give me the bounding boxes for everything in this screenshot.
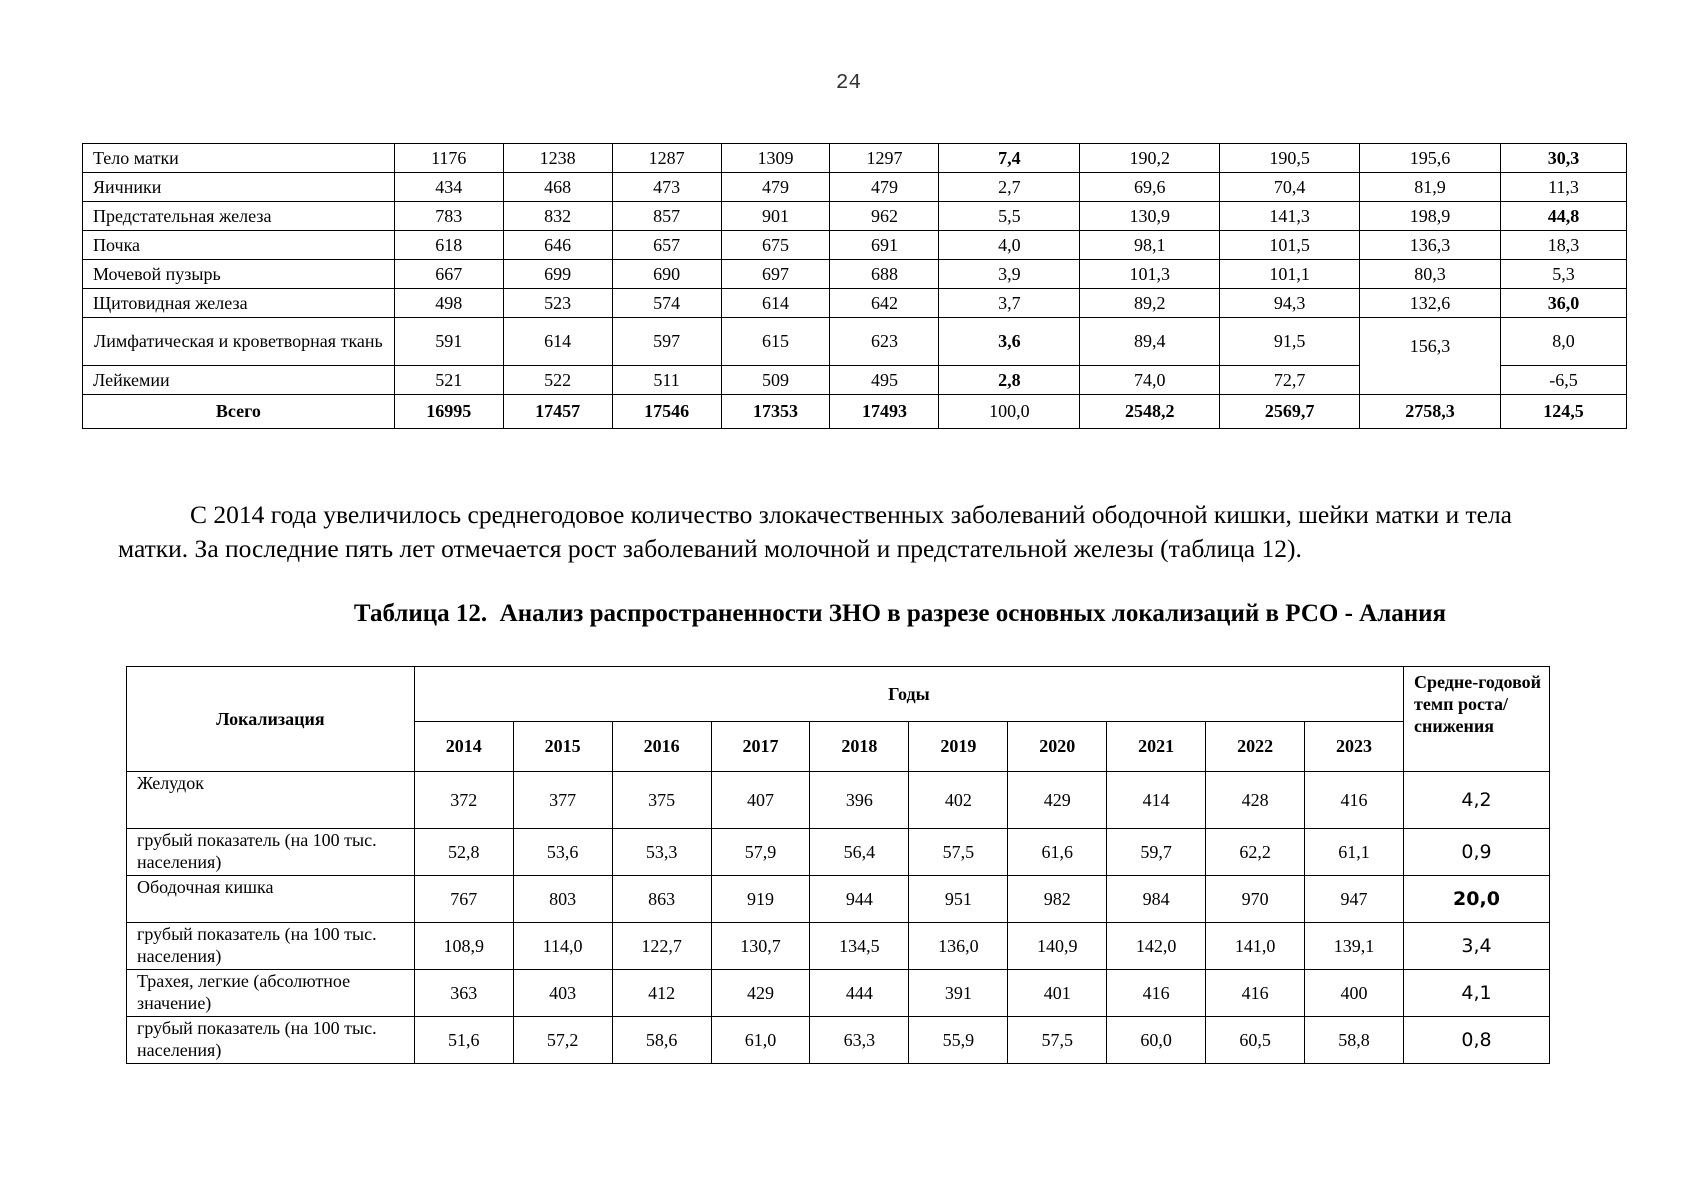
table-cell: 667 [394,260,503,289]
table-cell: 402 [909,772,1008,829]
table-cell: 614 [503,318,612,366]
table-cell: 618 [394,231,503,260]
row-label: Желудок [127,772,415,829]
table-cell: 521 [394,366,503,395]
table-cell: 377 [513,772,612,829]
table-cell: 468 [503,173,612,202]
table-cell: 61,1 [1305,829,1404,876]
share-cell: 3,9 [939,260,1080,289]
table-cell: 623 [830,318,939,366]
table-cell: 416 [1107,970,1206,1017]
table-cell: 141,0 [1206,923,1305,970]
table-row [127,829,1550,876]
body-paragraph: С 2014 года увеличилось среднегодовое количество злокачественных заболеваний ободочной кишки, шейки матки и тела матки. За последние пять лет отмечается рост заболеваний молочной и предстательной железы (таблица 12). [118,500,1513,563]
table-cell: 444 [810,970,909,1017]
table-cell: 52,8 [414,829,513,876]
growth-rate-cell: 0,8 [1403,1017,1549,1064]
rate-cell: 2548,2 [1080,395,1220,429]
table-cell: 863 [612,876,711,923]
table-cell: 61,6 [1008,829,1107,876]
rate-cell: 80,3 [1360,260,1501,289]
table-cell: 614 [721,289,830,318]
rate-cell: 89,2 [1080,289,1220,318]
table-cell: 523 [503,289,612,318]
row-label: Почка [83,231,395,260]
rate-cell: 81,9 [1360,173,1501,202]
rate-cell: 94,3 [1220,289,1360,318]
table-cell: 134,5 [810,923,909,970]
table-cell: 962 [830,202,939,231]
table-row [83,144,1627,173]
table-cell: 400 [1305,970,1404,1017]
table-cell: 57,2 [513,1017,612,1064]
year-header: 2014 [414,722,513,772]
table-cell: 139,1 [1305,923,1404,970]
table-cell: 688 [830,260,939,289]
growth-cell: 18,3 [1500,231,1626,260]
growth-cell: 8,0 [1500,318,1626,366]
table-cell: 416 [1206,970,1305,1017]
rate-cell: 74,0 [1080,366,1220,395]
header-localization: Локализация [127,667,415,772]
table-cell: 1238 [503,144,612,173]
row-label: грубый показатель (на 100 тыс. населения) [127,923,415,970]
table-cell: 375 [612,772,711,829]
row-label: грубый показатель (на 100 тыс. населения) [127,1017,415,1064]
table-cell: 16995 [394,395,503,429]
table-cell: 982 [1008,876,1107,923]
table-cell: 434 [394,173,503,202]
growth-rate-cell: 20,0 [1403,876,1549,923]
table-cell: 509 [721,366,830,395]
table-cell: 495 [830,366,939,395]
share-cell: 5,5 [939,202,1080,231]
share-cell: 100,0 [939,395,1080,429]
table-cell: 479 [721,173,830,202]
rate-cell: 101,3 [1080,260,1220,289]
growth-rate-cell: 4,2 [1403,772,1549,829]
table-cell: 690 [612,260,721,289]
table-cell: 60,0 [1107,1017,1206,1064]
table-cell: 522 [503,366,612,395]
total-row [83,395,1627,429]
row-label: Щитовидная железа [83,289,395,318]
table-cell: 391 [909,970,1008,1017]
table-cell: 372 [414,772,513,829]
table-row [83,231,1627,260]
row-label: Ободочная кишка [127,876,415,923]
row-label: грубый показатель (на 100 тыс. населения) [127,829,415,876]
table-cell: 970 [1206,876,1305,923]
growth-rate-cell: 4,1 [1403,970,1549,1017]
table-cell: 63,3 [810,1017,909,1064]
table-cell: 51,6 [414,1017,513,1064]
row-label: Мочевой пузырь [83,260,395,289]
table-row [127,876,1550,923]
table-cell: 597 [612,318,721,366]
year-header: 2022 [1206,722,1305,772]
year-header: 2020 [1008,722,1107,772]
table-row [83,202,1627,231]
row-label: Лимфатическая и кроветворная ткань [83,318,395,366]
table-cell: 130,7 [711,923,810,970]
year-header: 2017 [711,722,810,772]
growth-cell: 5,3 [1500,260,1626,289]
table-cell: 511 [612,366,721,395]
rate-cell: 101,5 [1220,231,1360,260]
share-cell: 3,6 [939,318,1080,366]
table-cell: 62,2 [1206,829,1305,876]
table-cell: 832 [503,202,612,231]
table-cell: 1309 [721,144,830,173]
share-cell: 4,0 [939,231,1080,260]
table-cell: 108,9 [414,923,513,970]
rate-cell: 132,6 [1360,289,1501,318]
rate-cell: 141,3 [1220,202,1360,231]
row-label: Тело матки [83,144,395,173]
share-cell: 2,8 [939,366,1080,395]
rate-cell: 190,2 [1080,144,1220,173]
share-cell: 2,7 [939,173,1080,202]
table-cell: 403 [513,970,612,1017]
table-cell: 114,0 [513,923,612,970]
table-cell: 60,5 [1206,1017,1305,1064]
table-cell: 17493 [830,395,939,429]
table-cell: 58,8 [1305,1017,1404,1064]
table-cell: 416 [1305,772,1404,829]
header-growth-rate: Средне-годовой темп роста/ снижения [1403,667,1549,772]
rate-cell: 190,5 [1220,144,1360,173]
table-cell: 1297 [830,144,939,173]
year-header: 2023 [1305,722,1404,772]
table-cell: 919 [711,876,810,923]
table-cell: 142,0 [1107,923,1206,970]
table-cell: 642 [830,289,939,318]
table-cell: 55,9 [909,1017,1008,1064]
share-cell: 3,7 [939,289,1080,318]
table-cell: 803 [513,876,612,923]
table-cell: 473 [612,173,721,202]
table-row [127,1017,1550,1064]
growth-rate-cell: 3,4 [1403,923,1549,970]
year-header: 2021 [1107,722,1206,772]
rate-cell: 69,6 [1080,173,1220,202]
table-cell: 646 [503,231,612,260]
table-caption-text: Таблица 12. Анализ распространенности ЗНО в разрезе основных локализаций в РСО - Алания [353,600,1447,627]
rate-cell: 89,4 [1080,318,1220,366]
table-cell: 984 [1107,876,1206,923]
table-cell: 429 [711,970,810,1017]
table-cell: 615 [721,318,830,366]
table-cell: 17546 [612,395,721,429]
table-cell: 140,9 [1008,923,1107,970]
table-cell: 414 [1107,772,1206,829]
year-header: 2015 [513,722,612,772]
table-cell: 498 [394,289,503,318]
row-label: Яичники [83,173,395,202]
row-label: Трахея, легкие (абсолютное значение) [127,970,415,1017]
table-cell: 57,5 [909,829,1008,876]
rate-cell: 101,1 [1220,260,1360,289]
growth-cell: -6,5 [1500,366,1626,395]
rate-cell: 98,1 [1080,231,1220,260]
row-label-total: Всего [83,395,395,429]
year-header: 2019 [909,722,1008,772]
rate-cell: 2758,3 [1360,395,1501,429]
table-cell: 401 [1008,970,1107,1017]
growth-cell: 30,3 [1500,144,1626,173]
table-cell: 61,0 [711,1017,810,1064]
table-cell: 17353 [721,395,830,429]
table-row [83,173,1627,202]
row-label: Предстательная железа [83,202,395,231]
table-cell: 396 [810,772,909,829]
row-label: Лейкемии [83,366,395,395]
table-continuation [82,143,1627,429]
rate-cell: 198,9 [1360,202,1501,231]
table-cell: 857 [612,202,721,231]
table-cell: 901 [721,202,830,231]
share-cell: 7,4 [939,144,1080,173]
table-cell: 951 [909,876,1008,923]
growth-cell: 44,8 [1500,202,1626,231]
table-row [127,970,1550,1017]
table-cell: 57,9 [711,829,810,876]
table-cell: 691 [830,231,939,260]
table-cell: 407 [711,772,810,829]
table-cell: 591 [394,318,503,366]
table-row [127,772,1550,829]
table-cell: 699 [503,260,612,289]
page-number: 24 [835,72,862,95]
table-row [83,289,1627,318]
rate-cell: 72,7 [1220,366,1360,395]
rate-cell: 91,5 [1220,318,1360,366]
table-row [83,260,1627,289]
table-cell: 57,5 [1008,1017,1107,1064]
table-cell: 122,7 [612,923,711,970]
table-cell: 574 [612,289,721,318]
table-caption [0,600,1697,628]
table-cell: 59,7 [1107,829,1206,876]
table-cell: 944 [810,876,909,923]
table-cell: 363 [414,970,513,1017]
growth-cell: 36,0 [1500,289,1626,318]
table-cell: 675 [721,231,830,260]
table-cell: 136,0 [909,923,1008,970]
rate-cell: 2569,7 [1220,395,1360,429]
table-cell: 947 [1305,876,1404,923]
table-12 [126,666,1550,1064]
table-cell: 1176 [394,144,503,173]
table-cell: 479 [830,173,939,202]
rate-cell: 136,3 [1360,231,1501,260]
header-years: Годы [414,667,1403,722]
table-cell: 657 [612,231,721,260]
table-cell: 767 [414,876,513,923]
table-cell: 429 [1008,772,1107,829]
table-cell: 56,4 [810,829,909,876]
rate-cell-merged: 156,3 [1360,318,1501,395]
year-header: 2016 [612,722,711,772]
table-cell: 1287 [612,144,721,173]
growth-cell: 124,5 [1500,395,1626,429]
year-header: 2018 [810,722,909,772]
growth-rate-cell: 0,9 [1403,829,1549,876]
table-cell: 783 [394,202,503,231]
table-row [83,318,1627,366]
growth-cell: 11,3 [1500,173,1626,202]
rate-cell: 70,4 [1220,173,1360,202]
table-cell: 412 [612,970,711,1017]
table-cell: 53,3 [612,829,711,876]
table-cell: 17457 [503,395,612,429]
table-cell: 58,6 [612,1017,711,1064]
table-row [127,923,1550,970]
rate-cell: 195,6 [1360,144,1501,173]
table-cell: 428 [1206,772,1305,829]
table-cell: 53,6 [513,829,612,876]
table-cell: 697 [721,260,830,289]
rate-cell: 130,9 [1080,202,1220,231]
